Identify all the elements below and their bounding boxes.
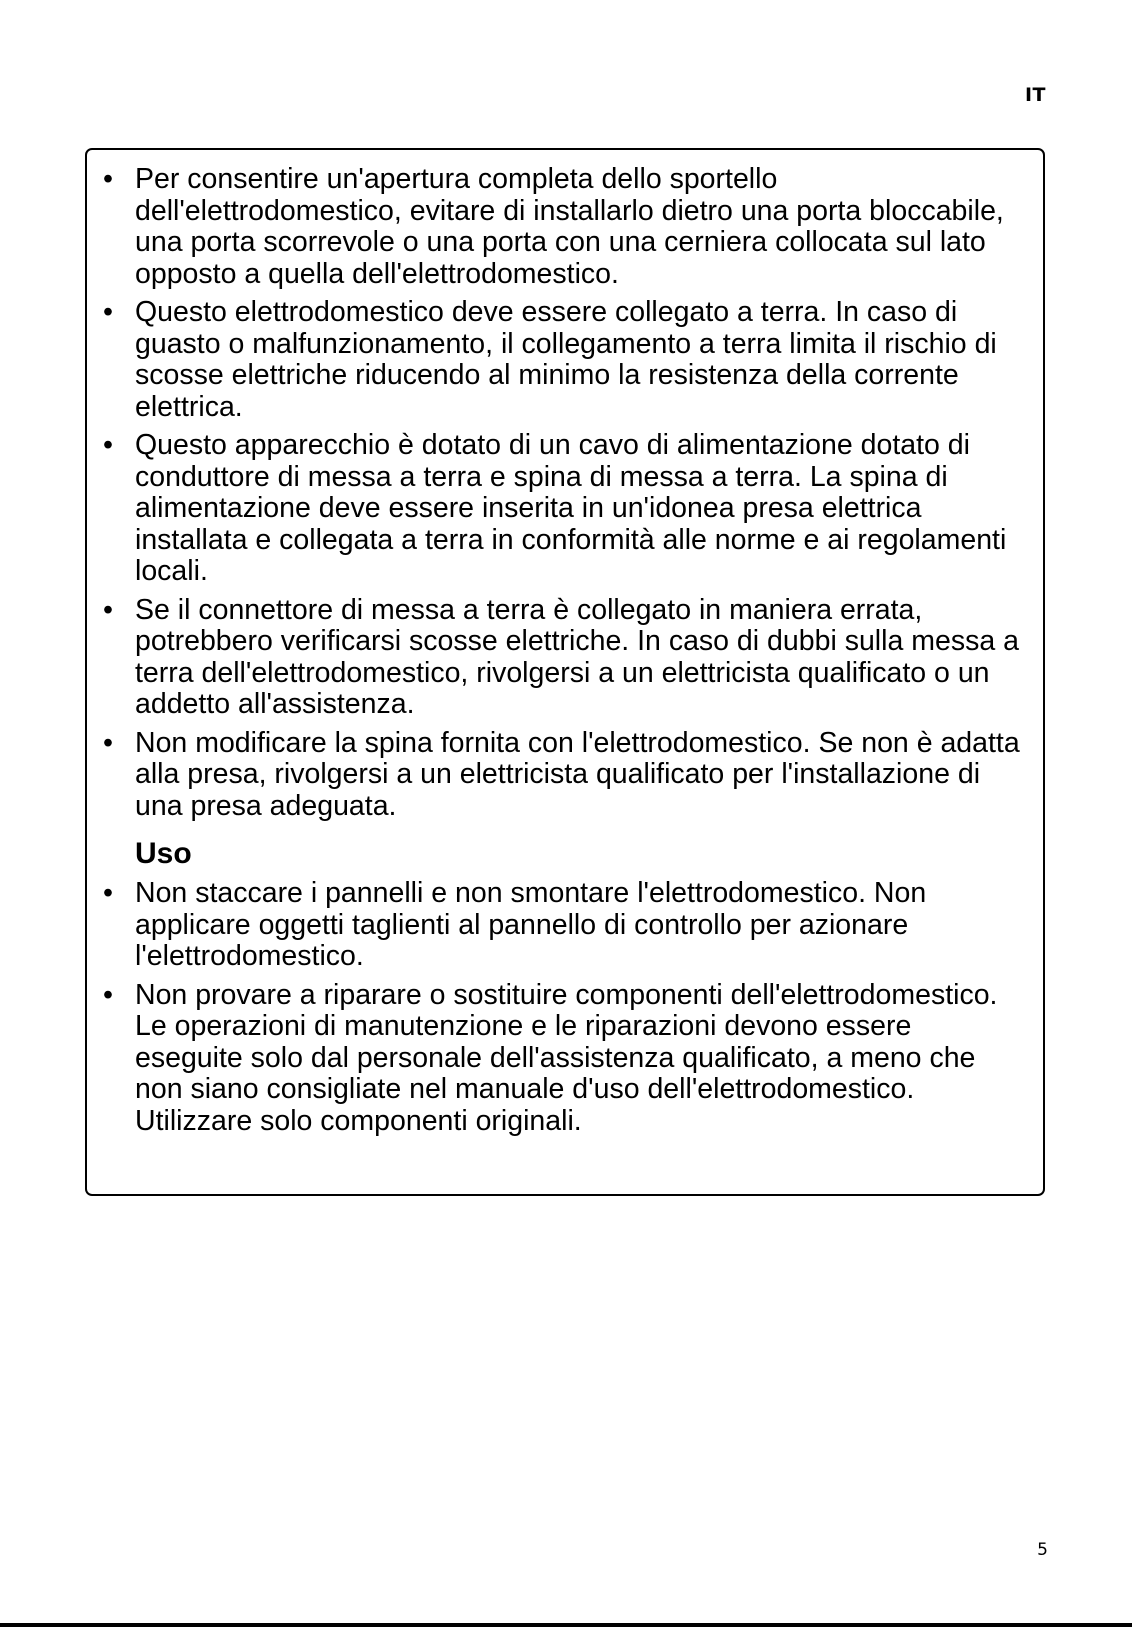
bullet-icon: •: [103, 978, 113, 1011]
list-item-text: Non staccare i pannelli e non smontare l'elettrodomestico. Non applicare oggetti taglienti al pannello di controllo per azionare l'elettrodomestico.: [135, 877, 927, 972]
list-item-text: Per consentire un'apertura completa dello sportello dell'elettrodomestico, evitare di installarlo dietro una porta bloccabile, una porta scorrevole o una porta con una cerniera collocata sul lato opposto a quella dell'elettrodomestico.: [135, 163, 1004, 290]
safety-warning-box: [85, 148, 1045, 1196]
list-item: [103, 728, 1023, 823]
list-item: [103, 980, 1023, 1138]
bullet-icon: •: [103, 726, 113, 759]
bullet-icon: •: [103, 877, 113, 909]
language-code: IT: [1024, 84, 1046, 106]
list-item: [103, 297, 1023, 423]
bullet-icon: •: [103, 593, 113, 626]
list-item: [103, 878, 1023, 973]
list-item-text: Questo elettrodomestico deve essere collegato a terra. In caso di guasto o malfunzionamento, il collegamento a terra limita il rischio di scosse elettriche riducendo al minimo la resistenza della corrente elettrica.: [135, 296, 997, 423]
section-heading-uso: Uso: [135, 837, 192, 870]
installation-bullet-list: [103, 164, 1023, 822]
bullet-icon: •: [103, 296, 113, 328]
list-item: [103, 595, 1023, 721]
list-item-text: Non modificare la spina fornita con l'elettrodomestico. Se non è adatta alla presa, rivolgersi a un elettricista qualificato per l'installazione di una presa adeguata.: [135, 726, 1020, 822]
bullet-icon: •: [103, 429, 113, 461]
list-item-text: Questo apparecchio è dotato di un cavo di alimentazione dotato di conduttore di messa a terra e spina di messa a terra. La spina di alimentazione deve essere inserita in un'idonea presa elettrica installata e collegata a terra in conformità alle norme e ai regolamenti locali.: [135, 429, 1007, 587]
list-item-text: Se il connettore di messa a terra è collegato in maniera errata, potrebbero verificarsi scosse elettriche. In caso di dubbi sulla messa a terra dell'elettrodomestico, rivolgersi a un elettricista qualificato o un addetto all'assistenza.: [135, 593, 1019, 720]
footer-divider: [0, 1623, 1132, 1627]
uso-bullet-list: [103, 878, 1023, 1137]
bullet-icon: •: [103, 163, 113, 195]
page-number: 5: [1037, 1540, 1048, 1560]
list-item: [103, 430, 1023, 588]
list-item: [103, 164, 1023, 290]
list-item-text: Non provare a riparare o sostituire componenti dell'elettrodomestico. Le operazioni di manutenzione e le riparazioni devono essere eseguite solo dal personale dell'assistenza qualificato, a meno che non siano consigliate nel manuale d'uso dell'elettrodomestico. Utilizzare solo componenti originali.: [135, 978, 998, 1137]
